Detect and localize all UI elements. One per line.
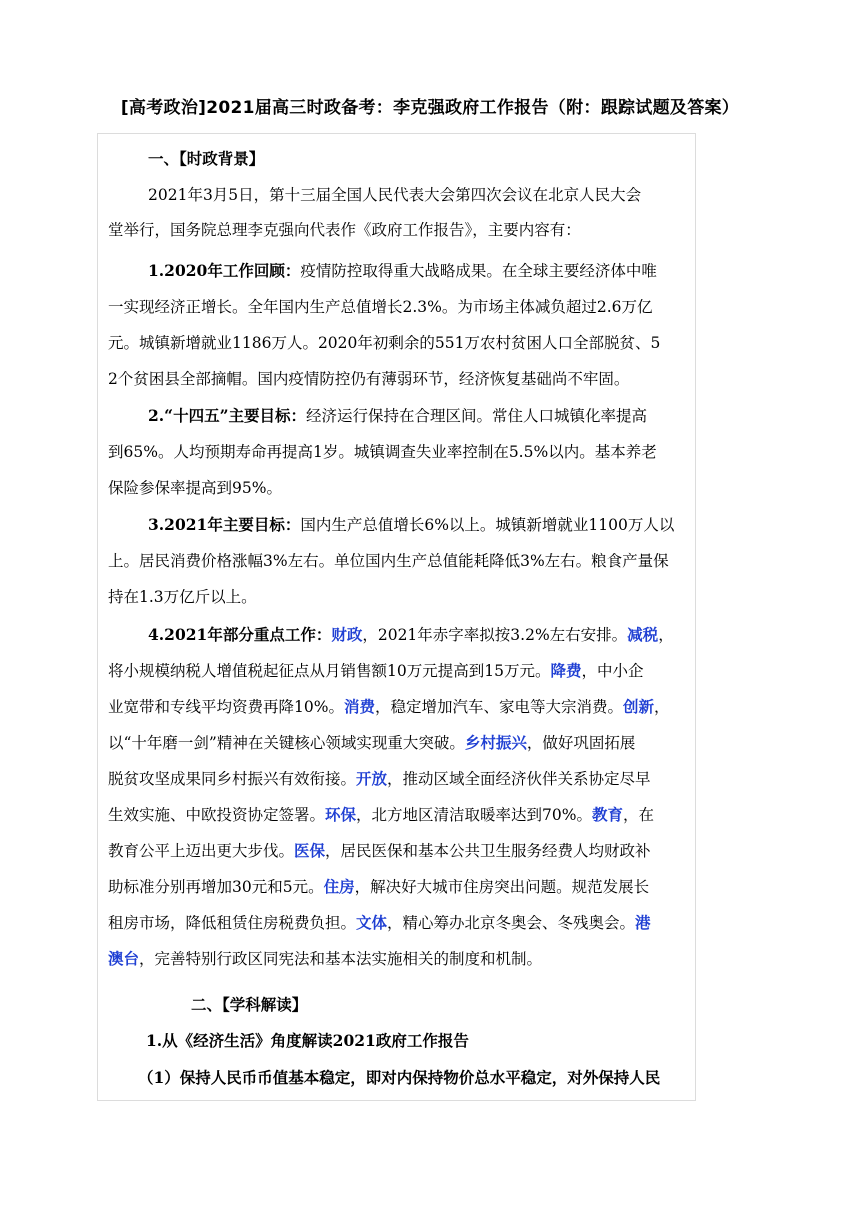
item2-line-3: 保险参保率提高到95%。: [108, 479, 282, 497]
item4-line-3: [108, 697, 670, 717]
item-2021-key-work: [148, 625, 674, 645]
item-label: 4.2021年部分重点工作：: [148, 625, 332, 644]
item-text: 经济运行保持在合理区间。常住人口城镇化率提高: [306, 407, 648, 425]
item4-line-9: [108, 913, 651, 933]
keyword-tax-cut: 减税: [627, 625, 659, 644]
interpretation-point-1: （1）保持人民币币值基本稳定，即对内保持物价总水平稳定，对外保持人民: [138, 1068, 661, 1087]
item-text: 国内生产总值增长6%以上。城镇新增就业1100万人以: [300, 516, 675, 534]
keyword-innovation: 创新: [622, 697, 654, 716]
item-text: 以“十年磨一剑”精神在关键核心领域实现重大突破。: [108, 734, 465, 752]
subheading-economic-life: 1.从《经济生活》角度解读2021政府工作报告: [146, 1031, 469, 1050]
item-text: 业宽带和专线平均资费再降10%。: [108, 698, 344, 716]
keyword-rural-revitalization: 乡村振兴: [464, 733, 527, 752]
item3-line-3: 持在1.3万亿斤以上。: [108, 588, 257, 606]
intro-line-1: 2021年3月5日，第十三届全国人民代表大会第四次会议在北京人民大会: [148, 186, 642, 204]
item-text: ，做好巩固拓展: [526, 734, 636, 752]
keyword-fee-cut: 降费: [550, 661, 582, 680]
document-title: [高考政治]2021届高三时政备考：李克强政府工作报告（附：跟踪试题及答案）: [120, 98, 740, 118]
item2-line-2: 到65%。人均预期寿命再提高1岁。城镇调查失业率控制在5.5%以内。基本养老: [108, 443, 657, 461]
keyword-education: 教育: [591, 805, 623, 824]
item4-line-8: [108, 877, 649, 897]
keyword-culture-sports: 文体: [356, 913, 388, 932]
item-text: ，: [654, 698, 670, 716]
item-text: ，居民医保和基本公共卫生服务经费人均财政补: [325, 842, 651, 860]
keyword-consumption: 消费: [343, 697, 375, 716]
item-14th-plan-goals: [148, 406, 647, 426]
item1-line-4: 2个贫困县全部摘帽。国内疫情防控仍有薄弱环节，经济恢复基础尚不牢固。: [108, 370, 630, 388]
item4-line-4: [108, 733, 635, 753]
item-2021-goals: [148, 515, 674, 535]
item-text: 教育公平上迈出更大步伐。: [108, 842, 295, 860]
keyword-medical-insurance: 医保: [294, 841, 326, 860]
item-text: 疫情防控取得重大战略成果。在全球主要经济体中唯: [300, 262, 657, 280]
item4-line-10: [108, 949, 542, 969]
item1-line-2: 一实现经济正增长。全年国内生产总值增长2.3%。为市场主体减负超过2.6万亿: [108, 298, 653, 316]
item-text: ，北方地区清洁取暖率达到70%。: [356, 806, 592, 824]
item-text: ，完善特别行政区同宪法和基本法实施相关的制度和机制。: [139, 950, 543, 968]
item-label: 2.“十四五”主要目标：: [148, 406, 307, 425]
item4-line-5: [108, 769, 651, 789]
item-label: 3.2021年主要目标：: [148, 515, 301, 534]
keyword-opening: 开放: [356, 769, 388, 788]
item3-line-2: 上。居民消费价格涨幅3%左右。单位国内生产总值能耗降低3%左右。粮食产量保: [108, 552, 669, 570]
item-text: ，解决好大城市住房突出问题。规范发展长: [354, 878, 650, 896]
item4-line-6: [108, 805, 654, 825]
item4-line-7: [108, 841, 651, 861]
item-text: ，中小企: [581, 662, 644, 680]
keyword-housing: 住房: [323, 877, 355, 896]
item4-line-2: [108, 661, 643, 681]
item-text: 生效实施、中欧投资协定签署。: [108, 806, 326, 824]
keyword-fiscal: 财政: [331, 625, 363, 644]
intro-line-2: 堂举行，国务院总理李克强向代表作《政府工作报告》，主要内容有：: [108, 221, 581, 239]
item-text: 助标准分别再增加30元和5元。: [108, 878, 324, 896]
item-text: ，稳定增加汽车、家电等大宗消费。: [374, 698, 623, 716]
section-heading-interpretation: 二、【学科解读】: [191, 995, 308, 1014]
item-text: ，在: [623, 806, 655, 824]
section-heading-background: 一、【时政背景】: [148, 149, 265, 168]
keyword-macao-taiwan: 澳台: [108, 949, 140, 968]
item-text: 租房市场，降低租赁住房税费负担。: [108, 914, 357, 932]
item-label: 1.2020年工作回顾：: [148, 261, 301, 280]
item-text: ，: [658, 626, 674, 644]
item-text: 脱贫攻坚成果同乡村振兴有效衔接。: [108, 770, 357, 788]
content-box: [97, 133, 696, 1101]
item1-line-3: 元。城镇新增就业1186万人。2020年初剩余的551万农村贫困人口全部脱贫、5: [108, 334, 661, 352]
keyword-environment: 环保: [325, 805, 357, 824]
item-text: ，精心筹办北京冬奥会、冬残奥会。: [387, 914, 636, 932]
item-text: ，推动区域全面经济伙伴关系协定尽早: [387, 770, 651, 788]
item-text: ，2021年赤字率拟按3.2%左右安排。: [362, 626, 628, 644]
keyword-hong-kong: 港: [635, 913, 651, 932]
item-text: 将小规模纳税人增值税起征点从月销售额10万元提高到15万元。: [108, 662, 551, 680]
item-2020-review: [148, 261, 657, 281]
